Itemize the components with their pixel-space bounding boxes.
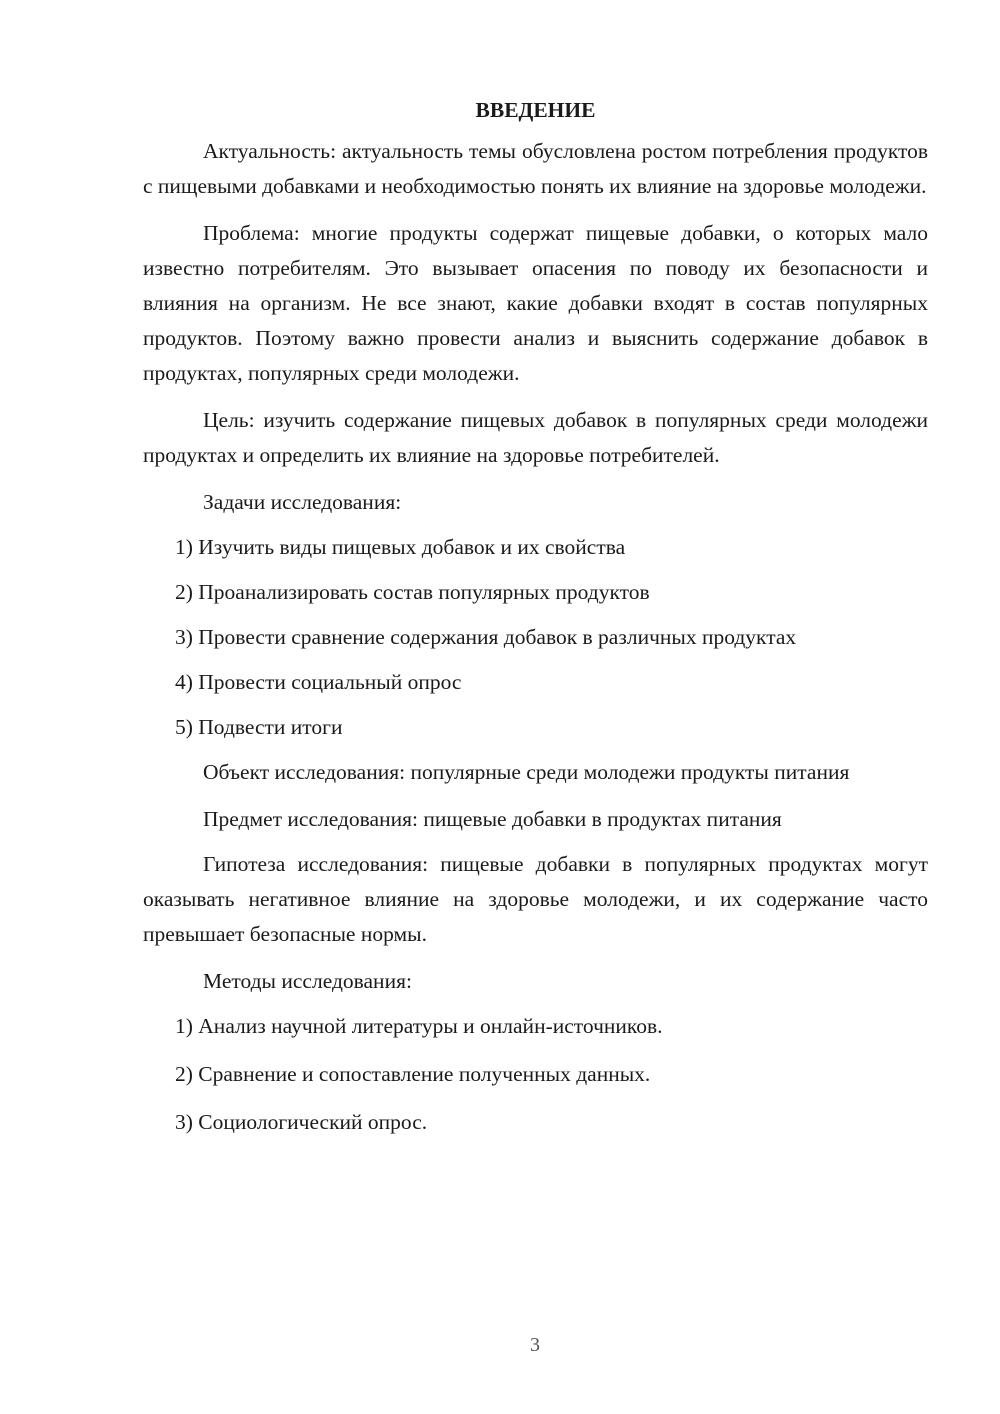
tasks-list xyxy=(143,530,928,745)
problem-paragraph: Проблема: многие продукты содержат пищевые добавки, о которых мало известно потребителям. Это вызывает опасения по поводу их безопасности и влияния на организм. Не все знают, какие добавки входят в состав популярных продуктов. Поэтому важно провести анализ и выяснить содержание добавок в продуктах, популярных среди молодежи. xyxy=(143,221,928,385)
page-content xyxy=(143,92,928,1153)
list-item: 2) Сравнение и сопоставление полученных данных. xyxy=(175,1062,651,1086)
methods-list xyxy=(143,1009,928,1140)
page-number: 3 xyxy=(530,1334,540,1356)
list-item: 2) Проанализировать состав популярных продуктов xyxy=(175,580,650,604)
relevance-paragraph: Актуальность: актуальность темы обусловлена ростом потребления продуктов с пищевыми добавками и необходимостью понять их влияние на здоровье молодежи. xyxy=(143,139,928,198)
methods-heading: Методы исследования: xyxy=(203,969,412,993)
list-item: 3) Социологический опрос. xyxy=(175,1110,428,1134)
subject-paragraph: Предмет исследования: пищевые добавки в продуктах питания xyxy=(203,807,782,831)
list-item: 1) Анализ научной литературы и онлайн-источников. xyxy=(175,1014,663,1038)
list-item: 3) Провести сравнение содержания добавок в различных продуктах xyxy=(175,625,797,649)
list-item: 1) Изучить виды пищевых добавок и их свойства xyxy=(175,535,626,559)
object-paragraph: Объект исследования: популярные среди молодежи продукты питания xyxy=(203,760,850,784)
hypothesis-paragraph: Гипотеза исследования: пищевые добавки в популярных продуктах могут оказывать негативное влияние на здоровье молодежи, и их содержание часто превышает безопасные нормы. xyxy=(143,852,928,946)
goal-paragraph: Цель: изучить содержание пищевых добавок в популярных среди молодежи продуктах и определить их влияние на здоровье потребителей. xyxy=(143,408,928,467)
list-item: 5) Подвести итоги xyxy=(175,715,343,739)
section-title: ВВЕДЕНИЕ xyxy=(475,98,596,122)
list-item: 4) Провести социальный опрос xyxy=(175,670,462,694)
tasks-heading: Задачи исследования: xyxy=(203,490,402,514)
